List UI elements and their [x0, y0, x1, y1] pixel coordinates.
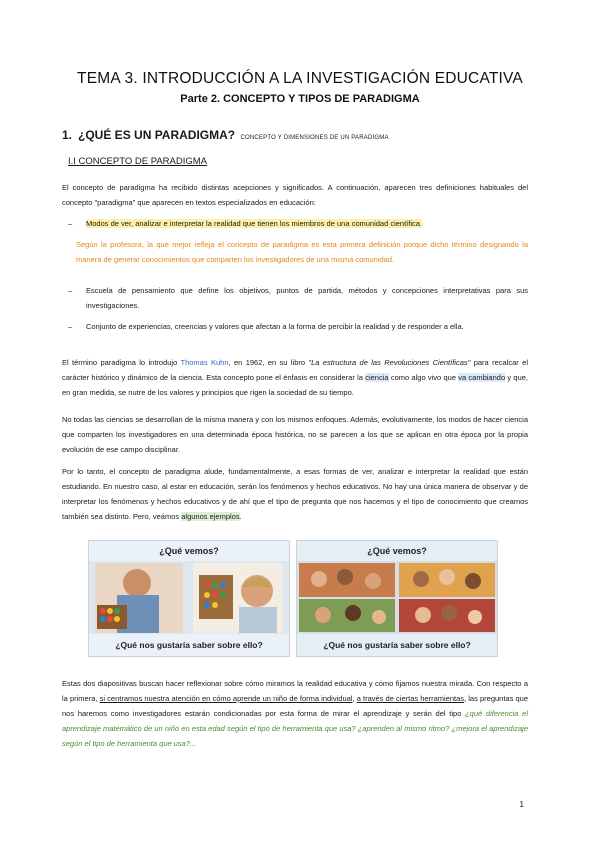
section-title-small: CONCEPTO Y DIMENSIONES DE UN PARADIGMA: [240, 135, 389, 141]
page-number: 1: [519, 800, 524, 809]
document-subtitle: Parte 2. CONCEPTO Y TIPOS DE PARADIGMA: [180, 93, 420, 105]
intro-paragraph: El concepto de paradigma ha recibido distintas acepciones y significados. A continuación, aparecen tres definiciones habituales del concepto "paradigma" que aparecen en textos especializados en educación:: [62, 183, 528, 207]
classroom-photos: [297, 561, 497, 634]
example-questions: ¿qué diferencia el aprendizaje matemático de un niño en esta edad según el tipo de herramienta que usa? ¿aprenden al mismo ritmo? ¿mejora el aprendizaje según el tipo de herramienta que usa?...: [62, 709, 528, 748]
document-title: TEMA 3. INTRODUCCIÓN A LA INVESTIGACIÓN EDUCATIVA: [77, 70, 523, 87]
text-run: El término paradigma lo introdujo: [62, 358, 181, 367]
bullet-dash: –: [68, 286, 73, 295]
highlight-cambiando: va cambiando: [458, 373, 506, 382]
text-run: Estas dos diapositivas buscan hacer reflexionar sobre cómo miramos la realidad educativa y cómo fijamos nuestra mirada. Con respecto a la primera,: [62, 679, 528, 703]
subsection-heading: I.I CONCEPTO DE PARADIGMA: [68, 156, 208, 167]
children-abacus-photo: [89, 561, 289, 634]
bullet-dash: –: [68, 322, 73, 331]
bullet-item-3: [62, 319, 528, 334]
author-name: Thomas Kuhn: [180, 358, 229, 367]
section-heading: [62, 128, 389, 142]
text-run: , las preguntas que nos haremos como investigadores estarán condicionadas por esta forma de mirar el aprendizaje y serán del tipo: [62, 694, 529, 718]
text-run: ,: [352, 694, 357, 703]
section-title: ¿QUÉ ES UN PARADIGMA?: [78, 128, 236, 142]
bullet-text-1: Modos de ver, analizar e interpretar la realidad que tienen los miembros de una comunidad científica.: [86, 219, 423, 228]
slide-image-2: [296, 540, 498, 657]
book-title: "La estructura de las Revoluciones Científicas": [308, 358, 471, 367]
bullet-text-2: Escuela de pensamiento que define los objetivos, puntos de partida, métodos y concepciones interpretativas para sus investigaciones.: [86, 286, 528, 310]
section-number: 1.: [62, 128, 73, 142]
underlined-text-1: si centramos nuestra atención en cómo aprende un niño de forma individual: [99, 694, 353, 703]
text-run: .: [239, 512, 242, 521]
text-run: para recalcar el carácter histórico y dinámico de la ciencia. Esta concepto pone el énfasis en considerar la: [62, 358, 528, 382]
slide-question-bottom: ¿Qué nos gustaría saber sobre ello?: [115, 640, 263, 650]
slide-image-1: [88, 540, 290, 657]
por-lo-tanto-paragraph: [62, 464, 528, 524]
bullet-item-1: [62, 216, 528, 231]
ciencias-paragraph: No todas las ciencias se desarrollan de la misma manera y con los mismos enfoques. Además, evolutivamente, los modos de hacer ciencia que comparten los investigadores en una determinada época histórica, no se parecen a los que se aplican en otra época por la propia evolución de ese campo disciplinar.: [62, 415, 528, 454]
final-paragraph: [62, 676, 528, 751]
highlight-ejemplos: algunos ejemplos: [181, 512, 240, 521]
slide-question-top: ¿Qué vemos?: [159, 546, 219, 556]
text-run: y que, en gran medida, se nutre de los valores y principios que rigen la sociedad de su tiempo.: [62, 373, 528, 397]
slide-question-bottom: ¿Qué nos gustaría saber sobre ello?: [323, 640, 471, 650]
text-run: como algo vivo que: [388, 373, 459, 382]
bullet-dash: –: [68, 219, 73, 228]
kuhn-paragraph: [62, 355, 528, 400]
bullet-text-3: Conjunto de experiencias, creencias y valores que afectan a la forma de percibir la realidad y de responder a ella.: [86, 322, 464, 331]
text-run: , en 1962, en su libro: [228, 358, 309, 367]
text-run: Por lo tanto, el concepto de paradigma alude, fundamentalmente, a esas formas de ver, analizar e interpretar la realidad que están estudiando. En nuestro caso, al estar en educación, serán los fenómenos y hechos educativos. No hay una única manera de observar y de interpretar los fenómenos y hechos educativos y de ahí que el tipo de pregunta que nos hacemos y el tipo de conocimiento que creamos también sea distinto. Pero, veámos: [62, 467, 528, 521]
underlined-text-2: a través de ciertas herramientas: [356, 694, 465, 703]
professor-note: Según la profesora, la que mejor refleja el concepto de paradigma es esta primera definición porque dicho término designando la manera de generar conocimientos que comparten los investigadores de una misma comunidad.: [76, 240, 528, 264]
slide-question-top: ¿Qué vemos?: [367, 546, 427, 556]
highlight-ciencia: ciencia: [365, 373, 389, 382]
bullet-item-2: [62, 283, 528, 313]
